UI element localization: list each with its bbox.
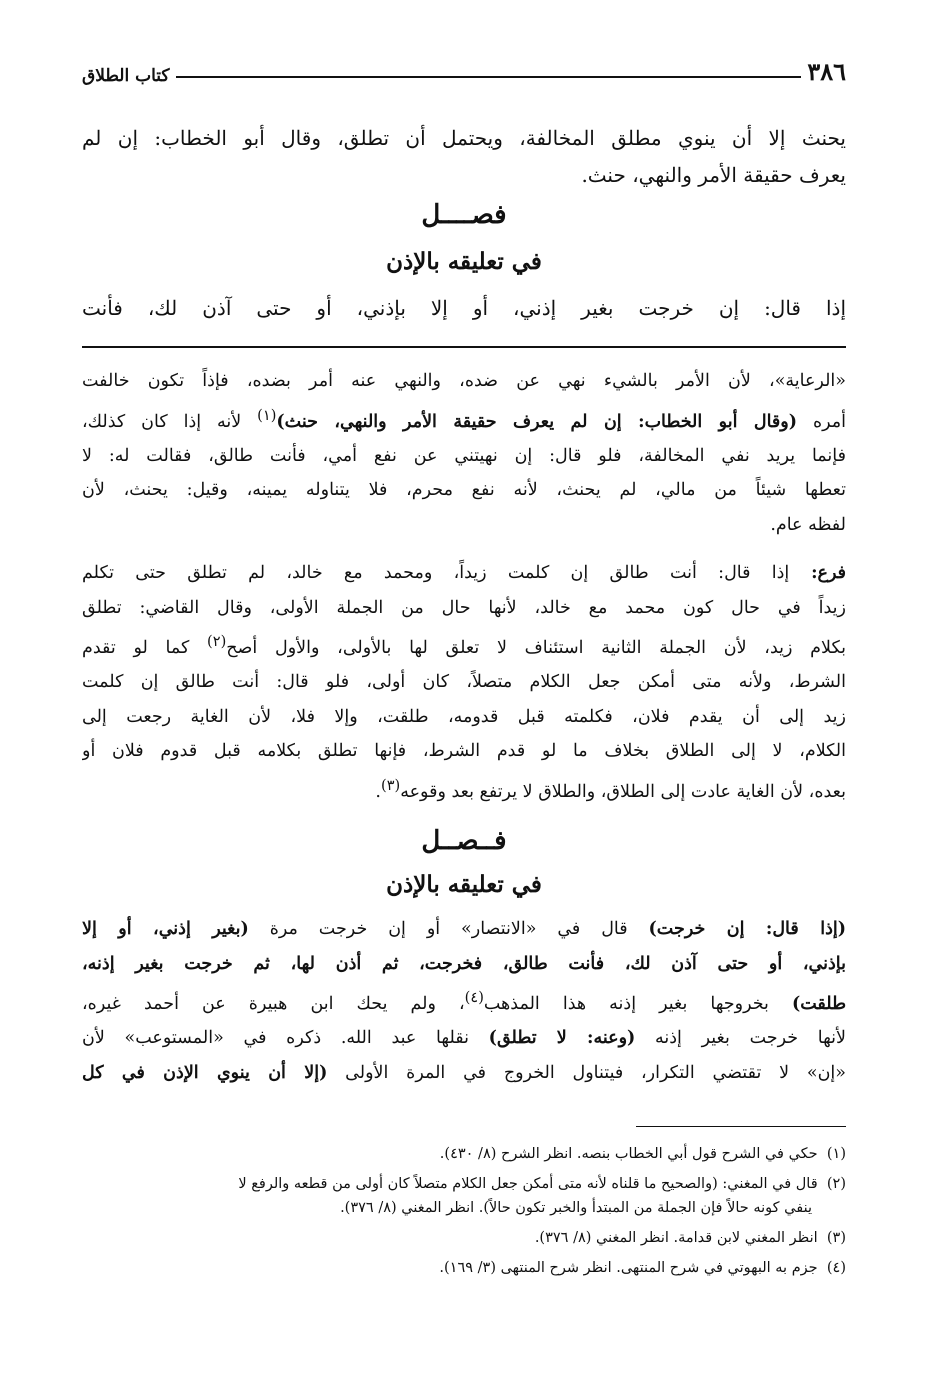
commentary-line bbox=[82, 556, 846, 591]
commentary-line bbox=[82, 981, 846, 1021]
footnotes bbox=[82, 1142, 846, 1280]
footnote-number: (١) bbox=[826, 1146, 846, 1162]
footnote-ref[interactable]: (٢) bbox=[207, 633, 227, 650]
footnote-number: (٢) bbox=[826, 1176, 846, 1192]
branch-label: فرع: bbox=[789, 563, 846, 583]
text-run: بعده، لأن الغاية عادت إلى الطلاق، والطلاق لا يرتفع بعد وقوعه bbox=[400, 781, 846, 802]
quoted-matn: (إذا قال: إن خرجت) bbox=[648, 919, 846, 939]
main-text-bottom bbox=[82, 290, 846, 327]
commentary-line bbox=[82, 912, 846, 947]
commentary-line: تعطها شيئاً من مالي، لم يحنث، لأنه نفع محرم، فلا يتناوله يمينه، وقيل: يحنث، لأن bbox=[82, 480, 846, 501]
footnote-number: (٤) bbox=[826, 1260, 846, 1276]
main-text-top bbox=[82, 120, 846, 194]
main-line: يحنث إلا أن ينوي مطلق المخالفة، ويحتمل أن تطلق، وقال أبو الخطاب: إن لم bbox=[82, 126, 846, 150]
text-run: بكلام زيد، لأن الجملة الثانية استئناف لا تعلق لها بالأولى، والأول أصح bbox=[226, 637, 846, 658]
footnote bbox=[82, 1196, 846, 1220]
commentary-line bbox=[82, 625, 846, 665]
footnote-text: حكي في الشرح قول أبي الخطاب بنصه. انظر الشرح (٨/ ٤٣٠). bbox=[439, 1146, 818, 1162]
footnote-text: ينفي كونه حالاً فإن الجملة من المبتدأ والخبر تكون حالاً). انظر المغني (٨/ ٣٧٦). bbox=[340, 1200, 812, 1216]
commentary-line: بإذني، أو حتى آذن لك، فأنت طالق، فخرجت، ثم أذن لها، ثم خرجت بغير إذنه، bbox=[82, 953, 846, 974]
text-run: . bbox=[375, 781, 381, 802]
commentary-separator bbox=[82, 346, 846, 348]
quoted-matn: طلقت) bbox=[791, 993, 846, 1014]
section-heading: فصــــل bbox=[421, 200, 507, 230]
commentary-line bbox=[82, 1056, 846, 1091]
text-run: لأنه إذا كان كذلك، bbox=[82, 411, 258, 432]
footnote-text: قال في المغني: (والصحيح ما قلناه لأنه متى أمكن جعل الكلام متصلاً كان أولى من قطعه والرفع لا bbox=[238, 1176, 818, 1192]
footnote-number: (٣) bbox=[826, 1230, 846, 1246]
quoted-matn: (إلا أن ينوي الإذن في كل bbox=[82, 1062, 328, 1083]
commentary-line: زيد إلى أن يقدم فلان، فكلمته قبل قدومه، طلقت، وإلا فلا، لأن الغاية رجعت إلى bbox=[82, 706, 846, 727]
text-run: إذا قال: أنت طالق إن كلمت زيداً، ومحمد مع خالد، لم تطلق حتى تكلم bbox=[82, 563, 790, 583]
commentary-paragraph-1 bbox=[82, 364, 846, 542]
commentary-line: «الرعاية»، لأن الأمر بالشيء نهي عن ضده، والنهي عنه أمر بضده، فإذاً تكون خالفت bbox=[82, 371, 846, 391]
text-run: «إن» لا تقتضي التكرار، فيتناول الخروج في المرة الأولى bbox=[327, 1062, 846, 1083]
text-run: لأنها خرجت بغير إذنه bbox=[635, 1028, 846, 1049]
text-run: كما لو تقدم bbox=[82, 637, 208, 658]
quoted-matn: (وعنه: لا تطلق) bbox=[488, 1028, 636, 1049]
commentary-line: فإنما يريد نفي المخالفة، فلو قال: إن نهيتني عن نفع أمي، فأنت طالق، فقالت له: لا bbox=[82, 445, 846, 466]
footnote bbox=[82, 1226, 846, 1250]
commentary-line: لفظه عام. bbox=[770, 514, 846, 535]
page-header bbox=[82, 58, 846, 86]
section-subheading: في تعليقه بالإذن bbox=[386, 871, 542, 898]
section-subheading: في تعليقه بالإذن bbox=[386, 248, 542, 275]
quoted-matn: (بغير إذني، أو إلا bbox=[82, 919, 249, 939]
commentary-line: زيداً في حال كون محمد مع خالد، لأنها حال من الجملة الأولى، وقال القاضي: تطلق bbox=[82, 597, 846, 618]
footnote-ref[interactable]: (٣) bbox=[381, 776, 401, 794]
page-number: ٣٨٦ bbox=[807, 57, 846, 86]
footnote-text: جزم به البهوتي في شرح المنتهى. انظر شرح المنتهى (٣/ ١٦٩). bbox=[439, 1260, 818, 1276]
text-run: قال في «الانتصار» أو إن خرجت مرة bbox=[248, 919, 649, 939]
footnote bbox=[82, 1256, 846, 1280]
commentary-line: الشرط، ولأنه متى أمكن جعل الكلام متصلاً، كان أولى، فلو قال: أنت طالق إن كلمت bbox=[82, 672, 846, 693]
footnote-ref[interactable]: (٤) bbox=[464, 989, 484, 1006]
commentary-paragraph-2 bbox=[82, 556, 846, 809]
commentary-line bbox=[82, 769, 846, 809]
commentary-line bbox=[82, 399, 846, 439]
header-rule bbox=[176, 76, 802, 78]
footnote-ref[interactable]: (١) bbox=[257, 406, 277, 424]
footnote-separator bbox=[636, 1126, 846, 1127]
main-line: يعرف حقيقة الأمر والنهي، حنث. bbox=[581, 163, 846, 187]
main-line: إذا قال: إن خرجت بغير إذني، أو إلا بإذني، أو حتى آذن لك، فأنت bbox=[82, 296, 846, 320]
text-run: نقلها عبد الله. ذكره في «المستوعب» لأن bbox=[82, 1028, 489, 1049]
text-run: أمره bbox=[797, 411, 846, 432]
text-run: بخروجها بغير إذنه هذا المذهب bbox=[483, 993, 792, 1014]
footnote bbox=[82, 1142, 846, 1166]
footnote bbox=[82, 1172, 846, 1196]
text-run: ، ولم يحك ابن هبيرة عن أحمد غيره، bbox=[82, 993, 465, 1014]
quoted-matn: (وقال أبو الخطاب: إن لم يعرف حقيقة الأمر والنهي، حنث) bbox=[276, 411, 798, 432]
commentary-line: الكلام، لا إلى الطلاق بخلاف ما لو قدم الشرط، فإنها تطلق بكلامه قبل قدوم فلان أو bbox=[82, 741, 846, 762]
running-title: كتاب الطلاق bbox=[82, 66, 170, 86]
commentary-paragraph-3 bbox=[82, 912, 846, 1090]
commentary-line bbox=[82, 1021, 846, 1056]
section-heading: فــصــل bbox=[421, 826, 507, 856]
footnote-text: انظر المغني لابن قدامة. انظر المغني (٨/ ٣٧٦). bbox=[534, 1230, 818, 1246]
